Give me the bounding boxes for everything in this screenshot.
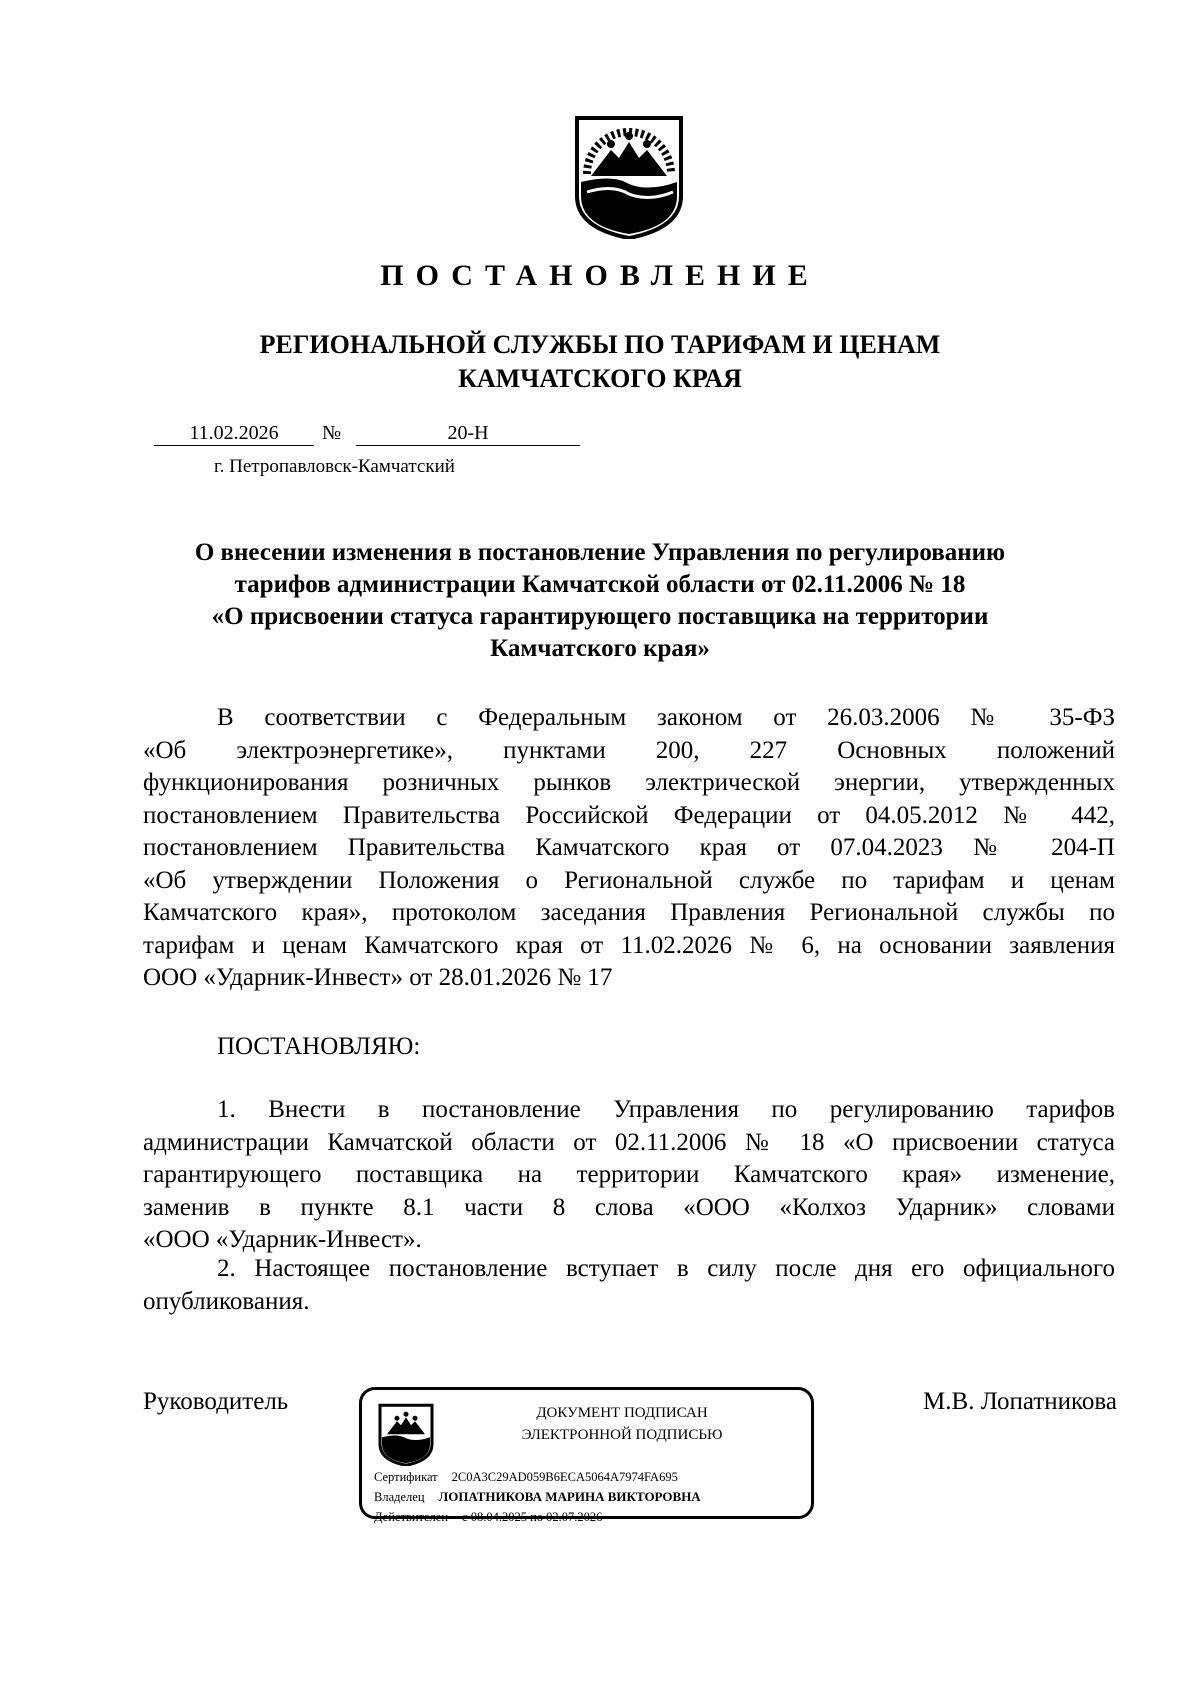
- issuer-line: КАМЧАТСКОГО КРАЯ: [458, 364, 742, 393]
- owner-label: Владелец: [374, 1490, 425, 1504]
- text-line: В соответствии с Федеральным законом от 26.03.2006 № 35-ФЗ: [217, 704, 1115, 731]
- text-line: администрации Камчатской области от 02.11.2006 № 18 «О присвоении статуса: [143, 1128, 1115, 1156]
- text-line: Камчатского края», протоколом заседания Правления Региональной службы по: [143, 899, 1115, 926]
- text-line: 2. Настоящее постановление вступает в силу после дня его официального: [217, 1255, 1115, 1282]
- text-line: «ООО «Ударник-Инвест».: [143, 1226, 422, 1253]
- issuing-authority: [0, 328, 1200, 396]
- document-date: 11.02.2026: [154, 421, 314, 446]
- number-sign: №: [322, 422, 342, 444]
- certificate-row: [374, 1468, 678, 1486]
- subject-line: О внесении изменения в постановление Управления по регулированию: [194, 539, 1006, 566]
- text-line: 1. Внести в постановление Управления по регулированию тарифов: [217, 1096, 1115, 1123]
- text-line: тарифам и ценам Камчатского края от 11.02.2026 № 6, на основании заявления: [143, 931, 1115, 959]
- text-line: опубликования.: [143, 1287, 310, 1315]
- owner-value: ЛОПАТНИКОВА МАРИНА ВИКТОРОВНА: [438, 1489, 701, 1504]
- subject-line: тарифов администрации Камчатской области от 02.11.2006 № 18: [234, 571, 966, 598]
- validity-value: с 08.04.2025 по 02.07.2026: [462, 1510, 603, 1524]
- text-line: «Об утверждении Положения о Региональной службе по тарифам и ценам: [143, 866, 1115, 894]
- preamble-paragraph: [143, 702, 1115, 995]
- stamp-title-line: ЭЛЕКТРОННОЙ ПОДПИСЬЮ: [521, 1427, 723, 1443]
- coat-of-arms-emblem: [573, 112, 685, 239]
- stamp-title-line: ДОКУМЕНТ ПОДПИСАН: [536, 1405, 708, 1421]
- decree-word: ПОСТАНОВЛЯЮ:: [217, 1033, 421, 1060]
- text-line: постановлением Правительства Камчатского края от 07.04.2023 № 204-П: [143, 834, 1115, 861]
- text-line: гарантирующего поставщика на территории Камчатского края» изменение,: [143, 1161, 1115, 1188]
- certificate-value: 2C0A3C29AD059B6ECA5064A7974FA695: [451, 1470, 678, 1484]
- text-line: функционирования розничных рынков электрической энергии, утвержденных: [143, 769, 1115, 796]
- subject-line: «О присвоении статуса гарантирующего поставщика на территории: [211, 603, 989, 630]
- signer-name: М.В. Лопатникова: [923, 1388, 1117, 1415]
- item-2-paragraph: [143, 1253, 1115, 1318]
- item-1-paragraph: [143, 1094, 1115, 1257]
- validity-label: Действителен: [374, 1510, 449, 1524]
- document-type-title: ПОСТАНОВЛЕНИЕ: [380, 259, 820, 292]
- text-line: постановлением Правительства Российской Федерации от 04.05.2012 № 442,: [143, 801, 1115, 829]
- subject-line: Камчатского края»: [490, 635, 710, 662]
- stamp-emblem-icon: [378, 1402, 434, 1466]
- issuer-line: РЕГИОНАЛЬНОЙ СЛУЖБЫ ПО ТАРИФАМ И ЦЕНАМ: [259, 330, 941, 359]
- text-line: ООО «Ударник-Инвест» от 28.01.2026 № 17: [143, 964, 613, 991]
- signer-position: Руководитель: [143, 1388, 289, 1415]
- validity-row: [374, 1508, 602, 1526]
- certificate-label: Сертификат: [374, 1470, 438, 1484]
- document-subject: [150, 537, 1050, 665]
- owner-row: [374, 1488, 701, 1506]
- electronic-signature-stamp: [359, 1387, 814, 1524]
- issue-city: г. Петропавловск-Камчатский: [214, 456, 455, 477]
- text-line: «Об электроэнергетике», пунктами 200, 227 Основных положений: [143, 736, 1115, 764]
- text-line: заменив в пункте 8.1 части 8 слова «ООО «Колхоз Ударник» словами: [143, 1193, 1115, 1221]
- stamp-title: [462, 1402, 782, 1446]
- document-number: 20-Н: [356, 421, 580, 446]
